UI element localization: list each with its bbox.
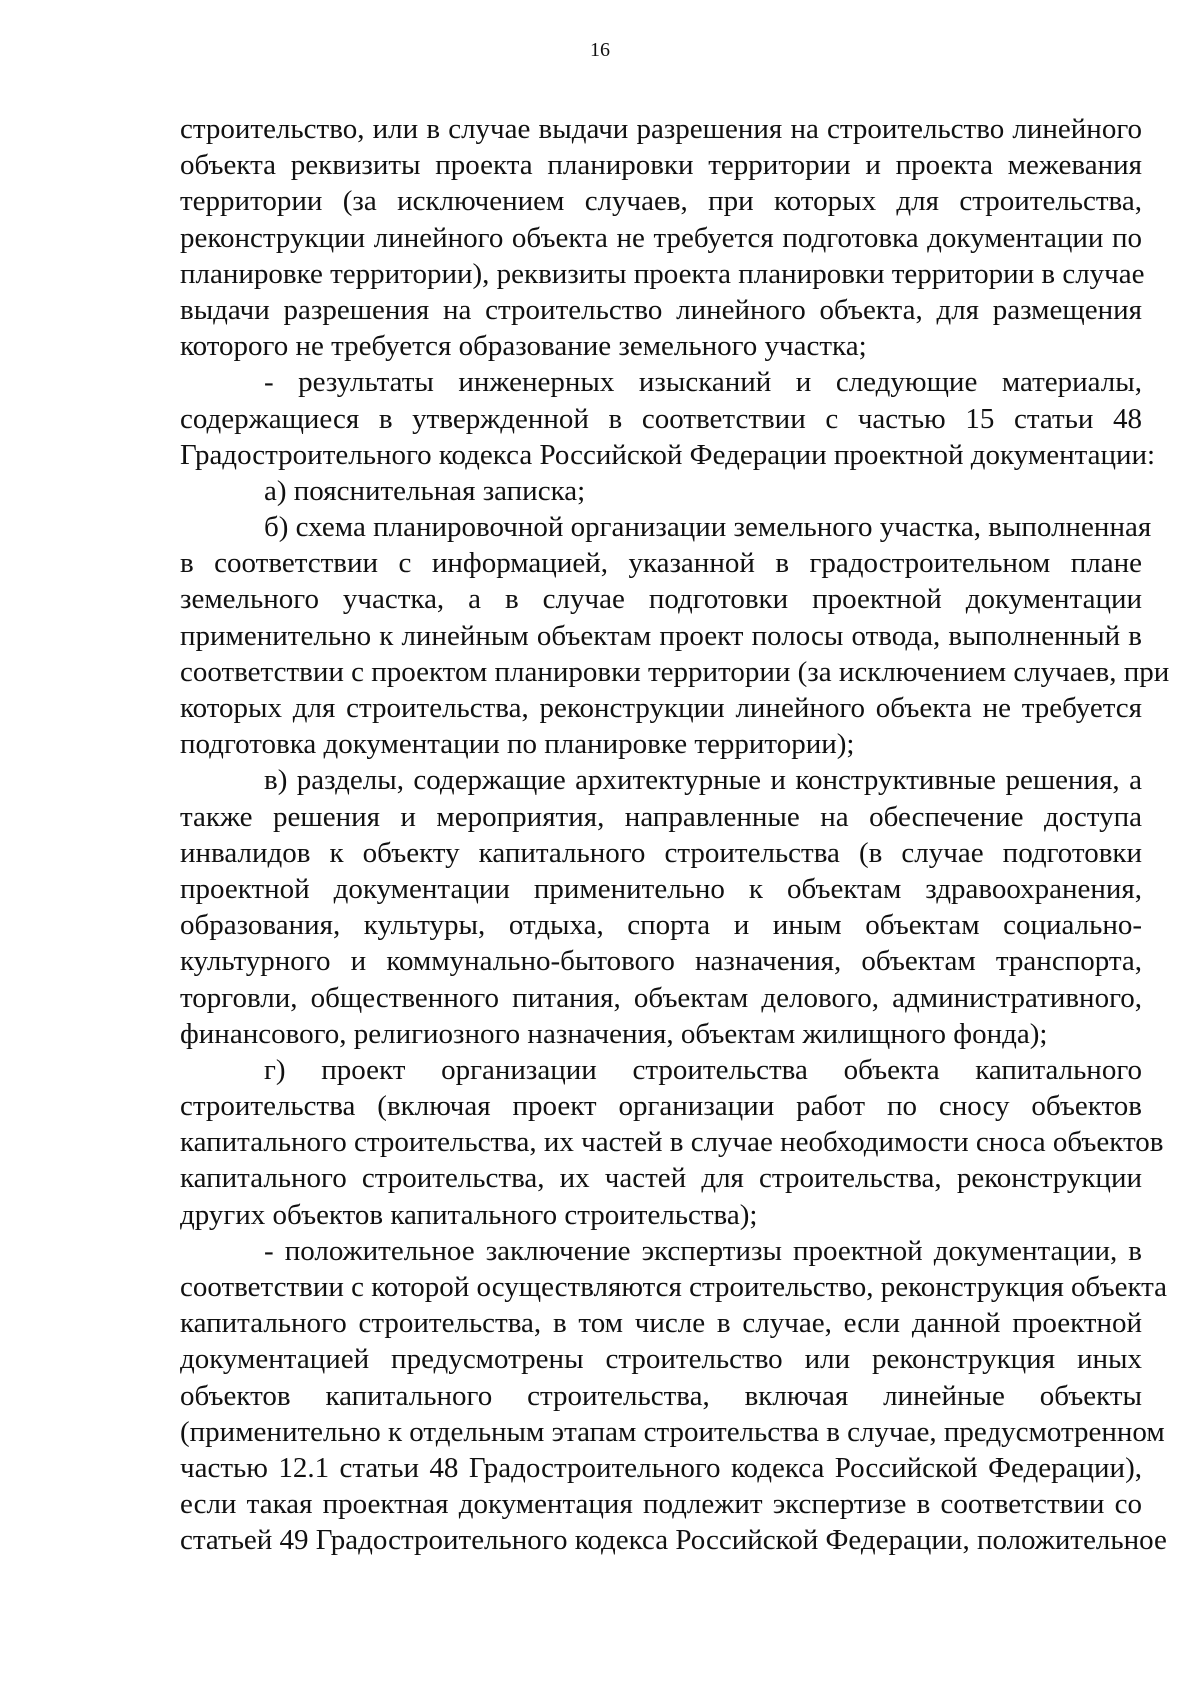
text-line: объекта реквизиты проекта планировки территории и проекта межевания [180,149,1142,182]
text-line: статьей 49 Градостроительного кодекса Российской Федерации, положительное [180,1524,1167,1557]
text-line: а) пояснительная записка; [264,474,586,507]
text-line: которого не требуется образование земельного участка; [180,330,867,363]
text-line: частью 12.1 статьи 48 Градостроительного кодекса Российской Федерации), [180,1451,1142,1484]
text-line: земельного участка, а в случае подготовки проектной документации [180,583,1142,616]
text-line: капитального строительства, их частей для строительства, реконструкции [180,1162,1142,1195]
text-line: других объектов капитального строительства); [180,1198,758,1231]
text-line: реконструкции линейного объекта не требуется подготовка документации по [180,221,1142,254]
text-line: содержащиеся в утвержденной в соответствии с частью 15 статьи 48 [180,402,1142,435]
text-line: г) проект организации строительства объекта капитального [264,1053,1142,1086]
text-line: соответствии с проектом планировки территории (за исключением случаев, при [180,655,1170,688]
document-body-text [180,111,1170,1559]
text-line: которых для строительства, реконструкции линейного объекта не требуется [180,692,1142,724]
text-line: также решения и мероприятия, направленные на обеспечение доступа [180,800,1142,833]
text-line: финансового, религиозного назначения, объектам жилищного фонда); [180,1017,1048,1050]
text-line: образования, культуры, отдыха, спорта и иным объектам социально- [180,909,1142,942]
text-line: в соответствии с информацией, указанной в градостроительном плане [180,547,1142,580]
text-line: строительства (включая проект организации работ по сносу объектов [180,1090,1142,1123]
text-line: Градостроительного кодекса Российской Федерации проектной документации: [180,438,1156,471]
text-line: капитального строительства, в том числе в случае, если данной проектной [180,1307,1142,1340]
text-line: строительство, или в случае выдачи разрешения на строительство линейного [180,113,1142,145]
text-line: торговли, общественного питания, объектам делового, административного, [180,981,1142,1014]
text-line: соответствии с которой осуществляются строительство, реконструкция объекта [180,1271,1168,1303]
text-line: территории (за исключением случаев, при которых для строительства, [180,185,1142,218]
text-line: б) схема планировочной организации земельного участка, выполненная [264,511,1152,544]
text-line: проектной документации применительно к объектам здравоохранения, [180,872,1142,905]
text-line: - результаты инженерных изысканий и следующие материалы, [264,366,1142,399]
text-line: (применительно к отдельным этапам строительства в случае, предусмотренном [180,1415,1165,1448]
text-line: - положительное заключение экспертизы проектной документации, в [264,1234,1142,1267]
text-line: применительно к линейным объектам проект полосы отвода, выполненный в [180,619,1142,652]
text-line: подготовка документации по планировке территории); [180,728,855,761]
text-line: объектов капитального строительства, включая линейные объекты [180,1379,1142,1412]
text-line: выдачи разрешения на строительство линейного объекта, для размещения [180,293,1142,326]
text-line: капитального строительства, их частей в случае необходимости сноса объектов [180,1126,1164,1159]
text-line: документацией предусмотрены строительство или реконструкция иных [180,1343,1142,1376]
text-line: если такая проектная документация подлежит экспертизе в соответствии со [180,1488,1142,1521]
text-line: инвалидов к объекту капитального строительства (в случае подготовки [180,836,1142,869]
text-line: планировке территории), реквизиты проекта планировки территории в случае [180,257,1145,290]
text-line: в) разделы, содержащие архитектурные и конструктивные решения, а [264,764,1142,797]
text-line: культурного и коммунально-бытового назначения, объектам транспорта, [180,945,1142,978]
page-number: 16 [590,39,610,61]
